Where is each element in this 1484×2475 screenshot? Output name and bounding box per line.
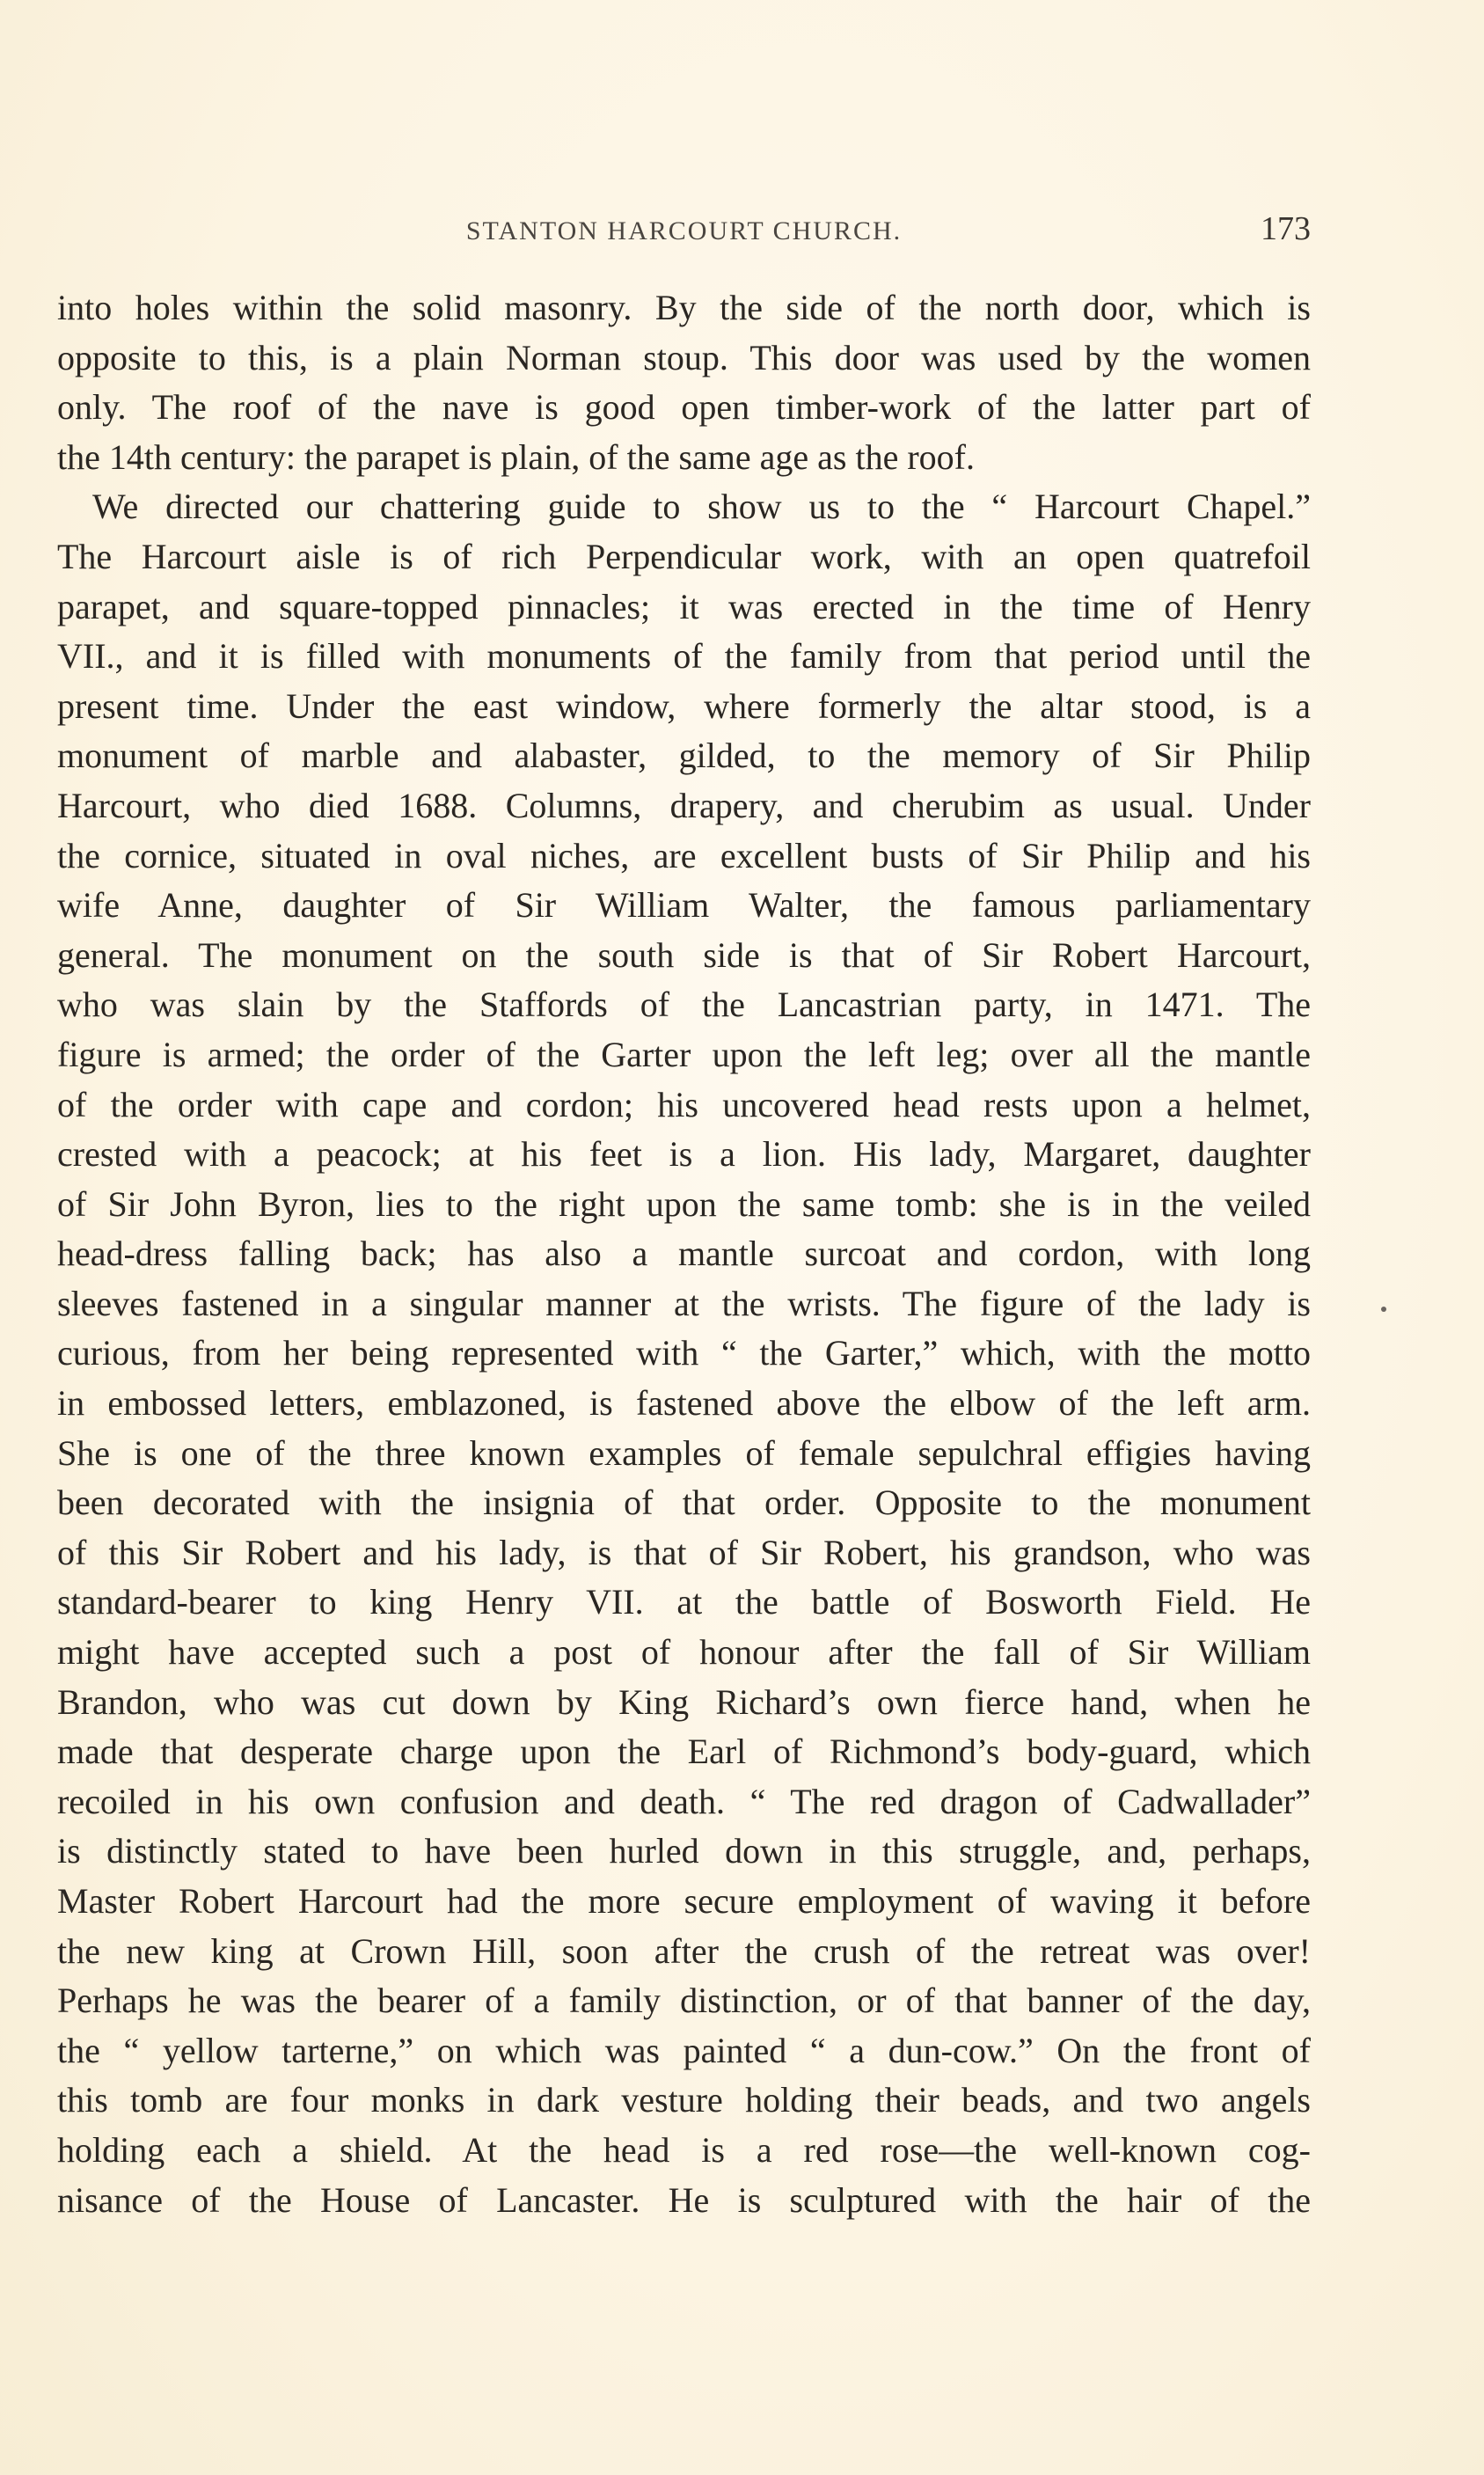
page-header xyxy=(57,209,1311,262)
text-line: crested with a peacock; at his feet is a lion. His lady, Margaret, daughter xyxy=(57,1134,1311,1175)
text-line: of the order with cape and cordon; his uncovered head rests upon a helmet, xyxy=(57,1084,1311,1124)
body-text xyxy=(57,283,1311,2225)
text-line: We directed our chattering guide to show us to the “ Harcourt Chapel.” xyxy=(92,487,1311,527)
text-line: Brandon, who was cut down by King Richard’s own fierce hand, when he xyxy=(57,1681,1311,1722)
text-line: been decorated with the insignia of that order. Opposite to the monument xyxy=(57,1483,1311,1523)
text-line: this tomb are four monks in dark vesture holding their beads, and two angels xyxy=(57,2080,1311,2120)
margin-mark xyxy=(1381,1307,1386,1312)
text-line: the cornice, situated in oval niches, are excellent busts of Sir Philip and his xyxy=(57,835,1311,875)
text-line: parapet, and square-topped pinnacles; it was erected in the time of Henry xyxy=(57,586,1311,626)
text-line: opposite to this, is a plain Norman stoup. This door was used by the women xyxy=(57,337,1311,377)
text-line: might have accepted such a post of honour after the fall of Sir William xyxy=(57,1632,1311,1673)
running-head: STANTON HARCOURT CHURCH. xyxy=(465,216,903,245)
text-line: the new king at Crown Hill, soon after the crush of the retreat was over! xyxy=(57,1930,1311,1971)
text-line: nisance of the House of Lancaster. He is sculptured with the hair of the xyxy=(57,2179,1311,2220)
text-line: the 14th century: the parapet is plain, of the same age as the roof. xyxy=(57,436,975,477)
text-line: head-dress falling back; has also a mantle surcoat and cordon, with long xyxy=(57,1234,1311,1274)
text-line: in embossed letters, emblazoned, is fastened above the elbow of the left arm. xyxy=(57,1383,1311,1424)
text-line: She is one of the three known examples of female sepulchral effigies having xyxy=(57,1432,1311,1473)
text-line: is distinctly stated to have been hurled down in this struggle, and, perhaps, xyxy=(57,1831,1311,1871)
text-line: Master Robert Harcourt had the more secure employment of waving it before xyxy=(57,1881,1311,1921)
text-line: into holes within the solid masonry. By the side of the north door, which is xyxy=(57,288,1311,327)
text-line: Perhaps he was the bearer of a family distinction, or of that banner of the day, xyxy=(57,1981,1311,2021)
text-line: monument of marble and alabaster, gilded, to the memory of Sir Philip xyxy=(57,736,1311,776)
text-line: figure is armed; the order of the Garter upon the left leg; over all the mantle xyxy=(57,1034,1311,1074)
text-line: Harcourt, who died 1688. Columns, drapery, and cherubim as usual. Under xyxy=(57,785,1311,825)
text-line: who was slain by the Staffords of the Lancastrian party, in 1471. The xyxy=(57,985,1311,1025)
text-line: of this Sir Robert and his lady, is that of Sir Robert, his grandson, who was xyxy=(57,1532,1311,1572)
text-line: made that desperate charge upon the Earl of Richmond’s body-guard, which xyxy=(57,1732,1311,1772)
text-line: holding each a shield. At the head is a red rose—the well-known cog- xyxy=(57,2129,1311,2170)
text-line: VII., and it is filled with monuments of the family from that period until the xyxy=(57,636,1311,677)
text-line: general. The monument on the south side is that of Sir Robert Harcourt, xyxy=(57,934,1311,975)
text-line: recoiled in his own confusion and death. “ The red dragon of Cadwallader” xyxy=(57,1781,1311,1821)
text-line: of Sir John Byron, lies to the right upon the same tomb: she is in the veiled xyxy=(57,1183,1311,1224)
text-line: The Harcourt aisle is of rich Perpendicular work, with an open quatrefoil xyxy=(57,536,1311,576)
text-line: sleeves fastened in a singular manner at the wrists. The figure of the lady is xyxy=(57,1283,1311,1323)
text-line: the “ yellow tarterne,” on which was painted “ a dun-cow.” On the front of xyxy=(57,2030,1311,2070)
text-line: present time. Under the east window, where formerly the altar stood, is a xyxy=(57,685,1311,726)
page-number: 173 xyxy=(1261,210,1311,247)
text-line: only. The roof of the nave is good open timber-work of the latter part of xyxy=(57,387,1311,428)
text-line: standard-bearer to king Henry VII. at the battle of Bosworth Field. He xyxy=(57,1582,1311,1622)
text-line: wife Anne, daughter of Sir William Walter, the famous parliamentary xyxy=(57,885,1311,926)
text-line: curious, from her being represented with “ the Garter,” which, with the motto xyxy=(57,1333,1311,1373)
